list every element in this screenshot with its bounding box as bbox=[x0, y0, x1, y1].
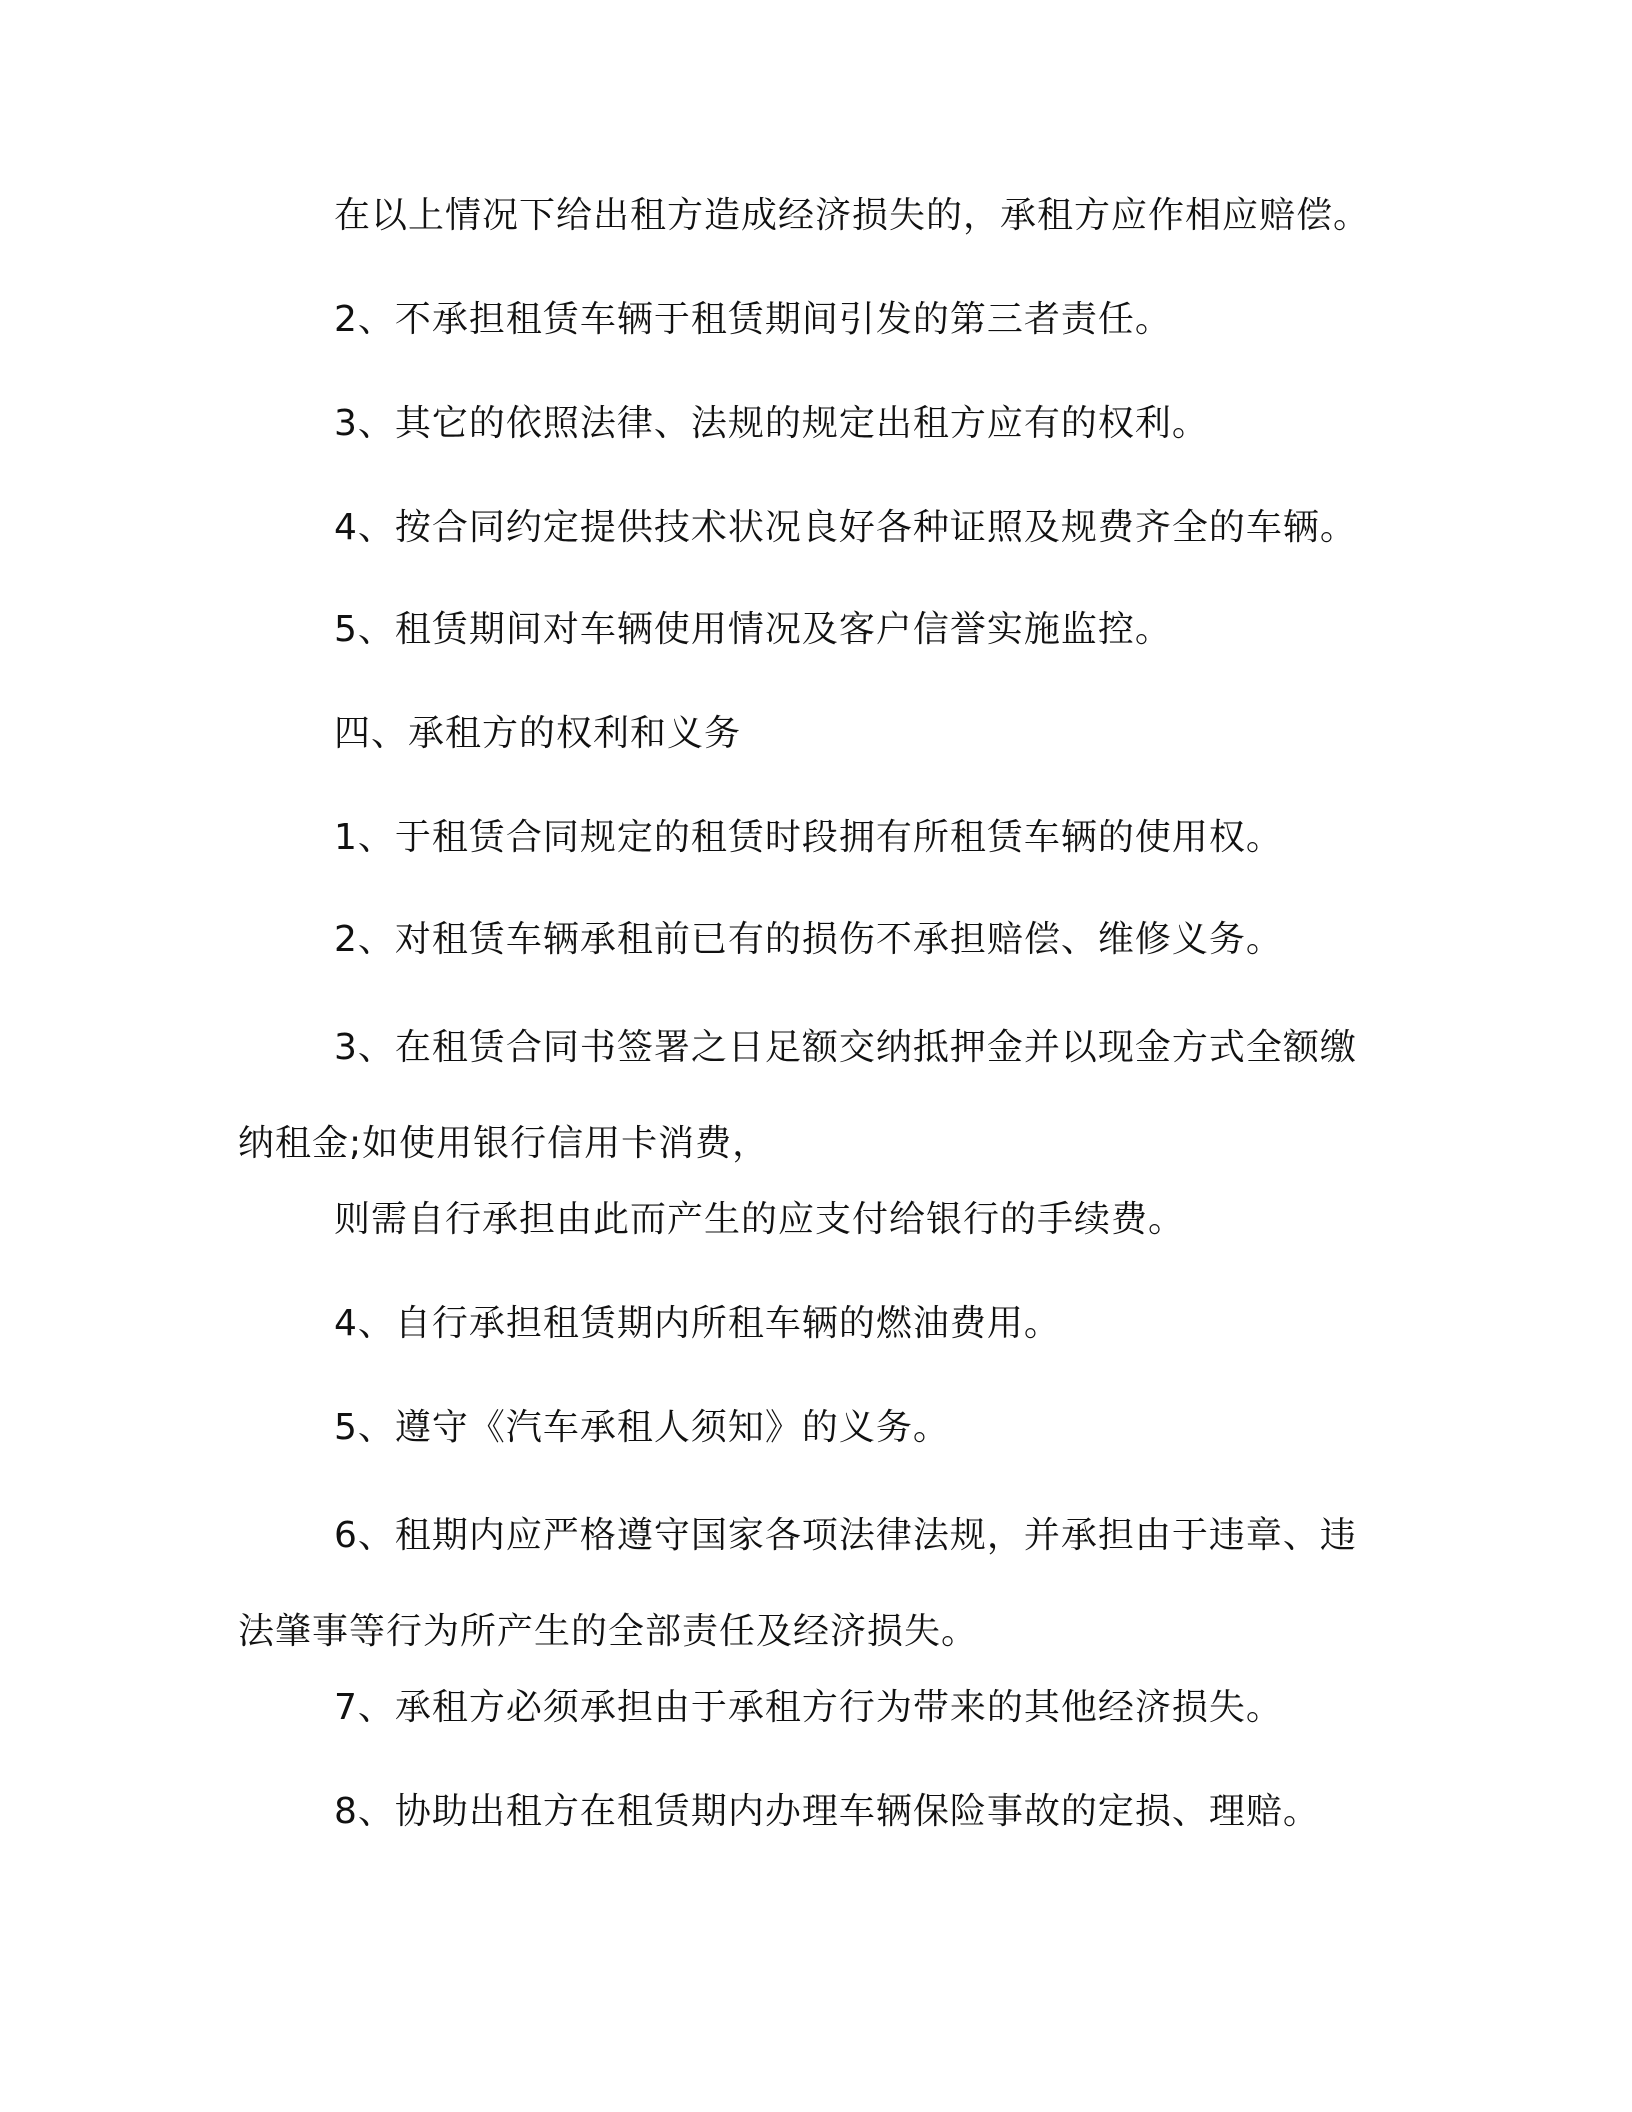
paragraph: 3、其它的依照法律、法规的规定出租方应有的权利。 bbox=[334, 403, 1209, 444]
paragraph: 1、于租赁合同规定的租赁时段拥有所租赁车辆的使用权。 bbox=[334, 817, 1283, 858]
paragraph: 7、承租方必须承担由于承租方行为带来的其他经济损失。 bbox=[334, 1687, 1283, 1728]
paragraph: 2、对租赁车辆承租前已有的损伤不承担赔偿、维修义务。 bbox=[334, 919, 1283, 960]
paragraph: 5、遵守《汽车承租人须知》的义务。 bbox=[334, 1407, 950, 1448]
section-heading: 四、承租方的权利和义务 bbox=[334, 713, 742, 754]
paragraph: 在以上情况下给出租方造成经济损失的，承租方应作相应赔偿。 bbox=[334, 195, 1371, 236]
paragraph: 6、租期内应严格遵守国家各项法律法规，并承担由于违章、违法肇事等行为所产生的全部责任及经济损失。 bbox=[238, 1515, 1357, 1652]
paragraph: 5、租赁期间对车辆使用情况及客户信誉实施监控。 bbox=[334, 609, 1172, 650]
paragraph: 则需自行承担由此而产生的应支付给银行的手续费。 bbox=[334, 1199, 1186, 1240]
paragraph: 4、按合同约定提供技术状况良好各种证照及规费齐全的车辆。 bbox=[334, 507, 1357, 548]
paragraph: 2、不承担租赁车辆于租赁期间引发的第三者责任。 bbox=[334, 299, 1172, 340]
paragraph: 4、自行承担租赁期内所租车辆的燃油费用。 bbox=[334, 1303, 1061, 1344]
paragraph: 8、协助出租方在租赁期内办理车辆保险事故的定损、理赔。 bbox=[334, 1791, 1320, 1832]
paragraph: 3、在租赁合同书签署之日足额交纳抵押金并以现金方式全额缴纳租金;如使用银行信用卡消费， bbox=[238, 1027, 1357, 1164]
